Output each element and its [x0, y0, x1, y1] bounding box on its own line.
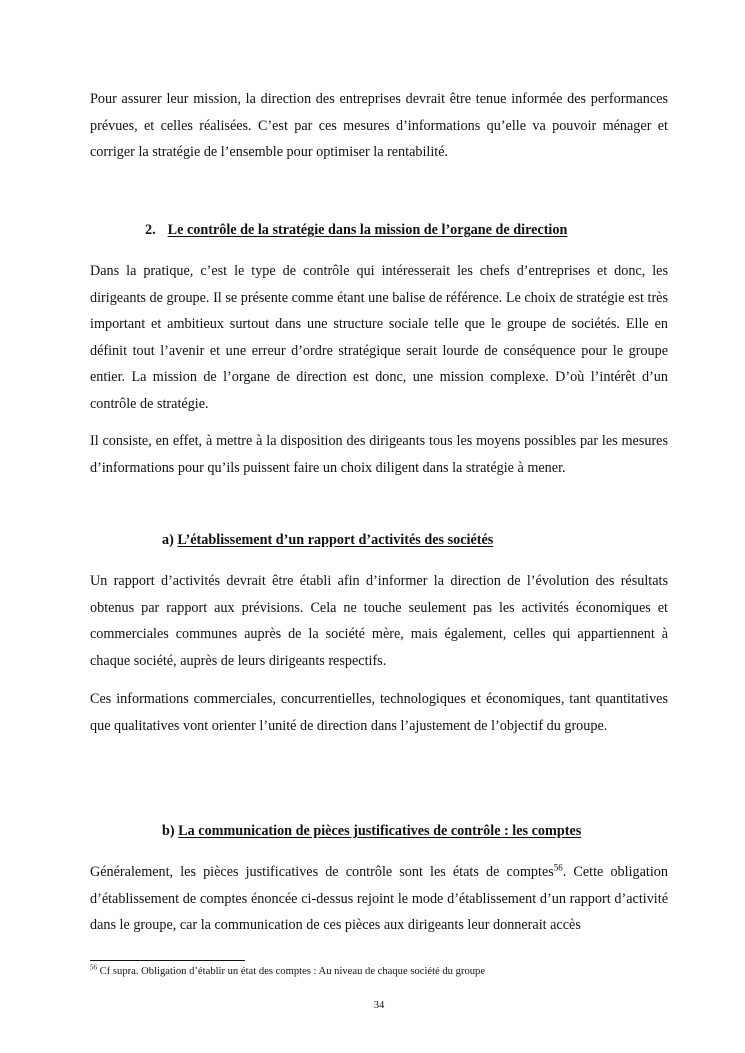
page-number: 34 [373, 1000, 385, 1011]
paragraph-information-types: Ces informations commerciales, concurrentielles, technologiques et économiques, tant quantitatives que qualitatives vont orienter l’unité de direction dans l’ajustement de l’objectif du groupe. [90, 691, 668, 734]
footnote [90, 964, 485, 980]
paragraph-justifying-documents [90, 859, 668, 939]
subsection-marker-b: b) [162, 823, 175, 839]
section-title: Le contrôle de la stratégie dans la mission de l’organe de direction [167, 222, 568, 238]
paragraph-text-end: . Cette obligation d’établissement de comptes énoncée ci-dessus rejoint le mode d’établissement d’un rapport d’activité dans le groupe, car la communication de ces pièces aux dirigeants leur donnerait accès [90, 864, 668, 934]
paragraph-activity-report: Un rapport d’activités devrait être établi afin d’informer la direction de l’évolution des résultats obtenus par rapport aux prévisions. Cela ne touche seulement pas les activités économiques et commerciales communes auprès de la société mère, mais également, celles qui appartiennent à chaque société, auprès de leurs dirigeants respectifs. [90, 573, 668, 669]
section-heading-2 [145, 217, 567, 243]
subsection-heading-b [162, 818, 581, 844]
subsection-heading-a [162, 527, 493, 553]
paragraph-strategy-control: Dans la pratique, c’est le type de contrôle qui intéresserait les chefs d’entreprises et donc, les dirigeants de groupe. Il se présente comme étant une balise de référence. Le choix de stratégie est très important et ambitieux surtout dans une structure sociale telle que le groupe de sociétés. Elle en définit tout l’avenir et une erreur d’ordre stratégique serait lourde de conséquence pour le groupe entier. La mission de l’organe de direction est donc, une mission complexe. D’où l’intérêt d’un contrôle de stratégie. [90, 263, 668, 412]
paragraph-strategy-means: Il consiste, en effet, à mettre à la disposition des dirigeants tous les moyens possibles par les mesures d’informations pour qu’ils puissent faire un choix diligent dans la stratégie à mener. [90, 433, 668, 476]
subsection-title-a: L’établissement d’un rapport d’activités des sociétés [177, 532, 494, 548]
subsection-marker-a: a) [162, 532, 174, 548]
paragraph-direction-mission: Pour assurer leur mission, la direction des entreprises devrait être tenue informée des performances prévues, et celles réalisées. C’est par ces mesures d’informations qu’elle va pouvoir ménager et corriger la stratégie de l’ensemble pour optimiser la rentabilité. [90, 91, 668, 161]
footnote-divider [90, 960, 245, 961]
paragraph-text-start: Généralement, les pièces justificatives de contrôle sont les états de comptes [90, 864, 554, 880]
section-number: 2. [145, 222, 156, 238]
subsection-title-b: La communication de pièces justificatives de contrôle : les comptes [178, 823, 582, 839]
footnote-text: Cf supra. Obligation d’établir un état des comptes : Au niveau de chaque société du groupe [99, 966, 486, 977]
footnote-number: 56 [90, 963, 97, 972]
footnote-reference: 56 [553, 862, 563, 873]
